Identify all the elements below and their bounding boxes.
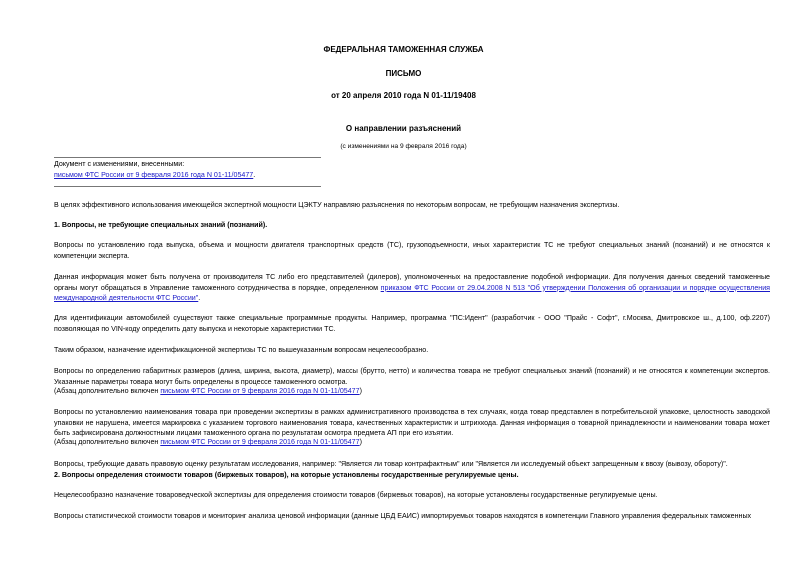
paragraph-software: Для идентификации автомобилей существуют также специальные программные продукты. Например, программа "ПС:Идент" (разработчик - ООО "Прайс - Софт", г.Москва, Дмитровское ш., д.100, оф.2207) позволяющая по VIN-коду определить дату выпуска и некоторые характеристики ТС. [54, 314, 770, 333]
note-suffix: ) [359, 438, 362, 446]
paragraph-vehicle-specs: Вопросы по установлению года выпуска, объема и мощности двигателя транспортных средств (ТС), грузоподъемности, иных характеристик ТС не требуют специальных знаний (познаний) и не относятся к компетенции эксперта. [54, 241, 770, 260]
note-prefix: (Абзац дополнительно включен [54, 387, 161, 395]
note-prefix: (Абзац дополнительно включен [54, 438, 161, 446]
amendment-link[interactable]: письмом ФТС России от 9 февраля 2016 года N 01-11/05477 [54, 171, 254, 179]
document-subject: О направлении разъяснений [345, 124, 462, 133]
amendments-top-rule [54, 157, 321, 158]
amendment-note-2 [54, 437, 362, 448]
intro-paragraph: В целях эффективного использования имеющейся экспертной мощности ЦЭКТУ направляю разъяснения по некоторым вопросам, не требующим назначения экспертизы. [54, 201, 620, 209]
agency-title: ФЕДЕРАЛЬНАЯ ТАМОЖЕННАЯ СЛУЖБА [323, 45, 484, 54]
paragraph-statistical-value: Вопросы статистической стоимости товаров и мониторинг анализа ценовой информации (данные ЦБД ЕАИС) импортируемых товаров находятся в компетенции Главного управления федеральных таможенных [54, 512, 752, 520]
paragraph-manufacturer-info [54, 272, 770, 304]
order-513-link[interactable]: приказом ФТС России от 29.04.2008 N 513 "Об утверждении Положения об организации и порядке осуществления международной деятельности ФТС России" [54, 283, 770, 302]
changes-note: (с изменениями на 9 февраля 2016 года) [340, 143, 467, 150]
paragraph-price-expertise: Нецелесообразно назначение товароведческой экспертизы для определения стоимости товаров (биржевых товаров), на которые установлены государственные регулируемые цены. [54, 491, 658, 499]
section-2-title: 2. Вопросы определения стоимости товаров (биржевых товаров), на которые установлены государственные регулируемые цены. [54, 471, 519, 479]
paragraph-conclusion: Таким образом, назначение идентификационной экспертизы ТС по вышеуказанным вопросам нецелесообразно. [54, 346, 429, 354]
paragraph-dimensions: Вопросы по определению габаритных размеров (длина, ширина, высота, диаметр), массы (брутто, нетто) и количества товара не требуют специальных знаний (познаний) и не относятся к компетенции экспертов. Указанные параметры товара могут быть определены в процессе таможенного осмотра. [54, 367, 770, 386]
note-link-1[interactable]: письмом ФТС России от 9 февраля 2016 года N 01-11/05477 [160, 387, 360, 395]
document-type: ПИСЬМО [385, 69, 422, 78]
amendments-label: Документ с изменениями, внесенными: [54, 160, 185, 168]
paragraph-manufacturer-end: . [198, 294, 201, 302]
paragraph-legal-assessment: Вопросы, требующие давать правовую оценку результатам исследования, например: "Является ли товар контрафактным" или "Является ли исследуемый объект запрещенным к ввозу (вывозу, обороту)". [54, 460, 728, 468]
section-1-title: 1. Вопросы, не требующие специальных знаний (познаний). [54, 221, 268, 229]
amendments-bottom-rule [54, 186, 321, 187]
note-link-2[interactable]: письмом ФТС России от 9 февраля 2016 года N 01-11/05477 [160, 438, 360, 446]
amendment-link-suffix: . [253, 171, 256, 179]
paragraph-manufacturer-text: Данная информация может быть получена от производителя ТС либо его представителей (дилеров), уполномоченных на предоставление подобной информации. Для получения данных сведений таможенные органы могут обращаться в Управление таможенного сотрудничества в порядке, определенном [54, 273, 770, 292]
amendment-note-1 [54, 386, 362, 397]
note-suffix: ) [359, 387, 362, 395]
amendments-line [54, 170, 255, 181]
document-date-number: от 20 апреля 2010 года N 01-11/19408 [331, 91, 476, 100]
paragraph-product-name: Вопросы по установлению наименования товара при проведении экспертизы в рамках административного производства в тех случаях, когда товар представлен в потребительской упаковке, целостность заводской упаковки не нарушена, имеется маркировка с указанием торгового наименования товара, качественных характеристик и штрихкода. Данная информация о товарной принадлежности и наименовании товара может быть зафиксирована должностными лицами таможенного органа по результатам осмотра предмета АП при его изъятии. [54, 408, 770, 437]
